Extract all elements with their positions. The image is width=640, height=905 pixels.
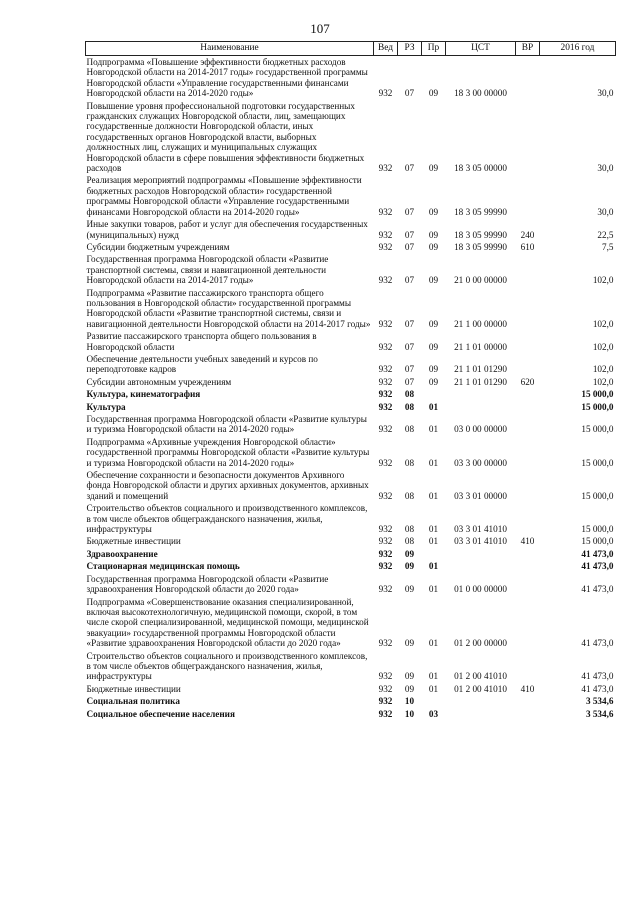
table-row: [86, 436, 616, 469]
row-amount: 102,0: [592, 364, 614, 375]
row-cst: 18 3 05 00000: [454, 163, 507, 174]
row-name: Культура, кинематография: [86, 389, 201, 400]
row-amount: 15 000,0: [581, 536, 614, 547]
row-rz: 10: [404, 708, 415, 719]
budget-table: [85, 41, 616, 720]
row-amount: 15 000,0: [581, 524, 614, 535]
row-vr: [516, 174, 540, 218]
row-amount: 41 473,0: [581, 548, 614, 559]
row-amount: 41 473,0: [581, 671, 614, 682]
row-amount: 30,0: [597, 206, 614, 217]
table-row: [86, 695, 616, 707]
row-cst: 18 3 05 99990: [454, 206, 507, 217]
row-ved: 932: [378, 424, 393, 435]
row-ved: 932: [378, 318, 393, 329]
row-pr: 01: [428, 638, 439, 649]
row-rz: 08: [404, 536, 415, 547]
row-amount: 30,0: [597, 88, 614, 99]
table-row: [86, 401, 616, 413]
row-name: Подпрограмма «Повышение эффективности бюджетных расходов Новгородской области на 2014-2017 годы» государственной программы Новгородской области «Управление государственными финансами Новгородской области на 2014-2020 годы»: [86, 57, 368, 99]
row-name: Повышение уровня профессиональной подготовки государственных гражданских служащих Новгородской области, лиц, замещающих государственные должности Новгородской области, иных государственных органов Новгородской власти, выборных должностных лиц, служащих и муниципальных служащих Новгородской области в сфере повышения эффективности бюджетных расходов: [86, 100, 365, 174]
row-rz: 07: [404, 241, 415, 252]
row-name: Бюджетные инвестиции: [86, 683, 181, 694]
row-name: Реализация мероприятий подпрограммы «Повышение эффективности бюджетных расходов Новгородской области» государственной программы Новгородской области «Управление государственными финансами Новгородской области на 2014-2020 годы»: [86, 175, 362, 217]
header-cst: ЦСТ: [446, 42, 516, 56]
row-name: Обеспечение деятельности учебных заведений и курсов по переподготовке кадров: [86, 353, 318, 375]
row-vr: 410: [520, 683, 535, 694]
row-amount: 15 000,0: [581, 490, 614, 501]
row-ved: 932: [378, 206, 393, 217]
table-row: [86, 253, 616, 286]
row-amount: 15 000,0: [581, 401, 614, 412]
row-amount: 15 000,0: [581, 424, 614, 435]
table-row: [86, 376, 616, 388]
row-name: Развитие пассажирского транспорта общего пользования в Новгородской области: [86, 331, 317, 352]
row-amount: 41 473,0: [581, 683, 614, 694]
row-amount: 41 473,0: [581, 584, 614, 595]
row-ved: 932: [378, 275, 393, 286]
row-pr: 01: [428, 490, 439, 501]
row-amount: 102,0: [592, 341, 614, 352]
row-ved: 932: [378, 584, 393, 595]
table-row: [86, 573, 616, 596]
row-rz: 09: [404, 548, 415, 559]
row-vr: 610: [520, 241, 535, 252]
header-ved: Вед: [374, 42, 398, 56]
row-cst: [446, 560, 516, 572]
row-amount: 41 473,0: [581, 561, 614, 572]
row-ved: 932: [378, 696, 393, 707]
header-vr: ВР: [516, 42, 540, 56]
row-pr: 01: [428, 671, 439, 682]
row-amount: 15 000,0: [581, 457, 614, 468]
row-vr: [516, 353, 540, 376]
row-pr: 09: [428, 341, 439, 352]
row-pr: 01: [428, 683, 439, 694]
row-rz: 08: [404, 424, 415, 435]
row-pr: [422, 388, 446, 400]
row-ved: 932: [378, 683, 393, 694]
table-row: [86, 502, 616, 535]
row-cst: 21 1 01 01290: [454, 364, 507, 375]
row-cst: 21 1 01 01290: [454, 376, 507, 387]
row-name: Государственная программа Новгородской области «Развитие культуры и туризма Новгородской области на 2014-2020 годы»: [86, 414, 367, 435]
row-rz: 09: [404, 584, 415, 595]
row-name: Культура: [86, 401, 126, 412]
row-cst: [446, 548, 516, 560]
row-amount: 22,5: [597, 229, 614, 240]
row-ved: 932: [378, 524, 393, 535]
row-cst: 21 1 00 00000: [454, 318, 507, 329]
row-cst: 03 3 00 00000: [454, 457, 507, 468]
row-pr: 09: [428, 318, 439, 329]
row-name: Подпрограмма «Развитие пассажирского транспорта общего пользования в Новгородской области» государственной программы Новгородской области «Развитие транспортной системы, связи и навигационной деятельности Новгородской области на 2014-2017 годы»: [86, 287, 371, 329]
row-cst: 01 2 00 00000: [454, 638, 507, 649]
table-row: [86, 596, 616, 650]
row-vr: [516, 436, 540, 469]
row-rz: 07: [404, 229, 415, 240]
row-amount: 30,0: [597, 163, 614, 174]
row-cst: 03 3 01 00000: [454, 490, 507, 501]
header-year: 2016 год: [540, 42, 616, 56]
row-ved: 932: [378, 88, 393, 99]
row-rz: 08: [404, 457, 415, 468]
row-pr: 09: [428, 229, 439, 240]
row-vr: [516, 708, 540, 720]
table-row: [86, 56, 616, 100]
table-header-row: [86, 42, 616, 56]
row-vr: [516, 596, 540, 650]
row-name: Социальное обеспечение населения: [86, 708, 235, 719]
row-vr: [516, 253, 540, 286]
row-rz: 08: [404, 524, 415, 535]
row-vr: [516, 287, 540, 331]
row-amount: 102,0: [592, 376, 614, 387]
row-rz: 07: [404, 318, 415, 329]
table-row: [86, 413, 616, 436]
row-vr: [516, 413, 540, 436]
row-rz: 07: [404, 341, 415, 352]
row-pr: 09: [428, 275, 439, 286]
row-pr: [422, 548, 446, 560]
row-cst: [446, 388, 516, 400]
row-cst: 18 3 00 00000: [454, 88, 507, 99]
row-rz: 08: [404, 401, 415, 412]
row-ved: 932: [378, 490, 393, 501]
row-pr: 01: [428, 561, 439, 572]
row-rz: 08: [404, 389, 415, 400]
row-name: Субсидии автономным учреждениям: [86, 376, 232, 387]
table-row: [86, 388, 616, 400]
row-name: Строительство объектов социального и производственного комплексов, в том числе объектов общегражданского назначения, жилья, инфраструктуры: [86, 650, 368, 682]
row-cst: [446, 708, 516, 720]
row-cst: 03 3 01 41010: [454, 524, 507, 535]
row-ved: 932: [378, 364, 393, 375]
row-vr: [516, 573, 540, 596]
row-cst: 01 0 00 00000: [454, 584, 507, 595]
row-name: Бюджетные инвестиции: [86, 536, 181, 547]
table-row: [86, 548, 616, 560]
row-cst: [446, 695, 516, 707]
row-name: Государственная программа Новгородской области «Развитие здравоохранения Новгородской области до 2020 года»: [86, 573, 329, 595]
row-ved: 932: [378, 389, 393, 400]
row-rz: 09: [404, 638, 415, 649]
header-name: Наименование: [86, 42, 374, 56]
row-vr: 620: [520, 376, 535, 387]
row-ved: 932: [378, 401, 393, 412]
table-row: [86, 353, 616, 376]
table-row: [86, 174, 616, 218]
row-name: Стационарная медицинская помощь: [86, 561, 240, 572]
row-cst: 18 3 05 99990: [454, 241, 507, 252]
row-ved: 932: [378, 536, 393, 547]
table-row: [86, 560, 616, 572]
row-amount: 41 473,0: [581, 638, 614, 649]
row-vr: [516, 388, 540, 400]
row-rz: 07: [404, 376, 415, 387]
row-name: Подпрограмма «Совершенствование оказания специализированной, включая высокотехнологичную, медицинской помощи, скорой, в том числе скорой специализированной, медицинской помощи, медицинской эвакуации» государственной программы Новгородской области «Развитие здравоохранения Новгородской области до 2020 года»: [86, 596, 369, 649]
table-row: [86, 683, 616, 695]
row-amount: 102,0: [592, 275, 614, 286]
row-pr: 01: [428, 536, 439, 547]
row-cst: 03 3 01 41010: [454, 536, 507, 547]
row-vr: [516, 548, 540, 560]
row-ved: 932: [378, 671, 393, 682]
row-vr: [516, 330, 540, 353]
row-name: Здравоохранение: [86, 548, 158, 559]
row-pr: 09: [428, 206, 439, 217]
row-vr: 240: [520, 229, 535, 240]
row-name: Строительство объектов социального и производственного комплексов, в том числе объектов общегражданского назначения, жилья, инфраструктуры: [86, 503, 368, 535]
table-row: [86, 287, 616, 331]
row-rz: 09: [404, 671, 415, 682]
table-row: [86, 330, 616, 353]
row-ved: 932: [378, 548, 393, 559]
row-ved: 932: [378, 708, 393, 719]
row-vr: [516, 56, 540, 100]
row-name: Иные закупки товаров, работ и услуг для обеспечения государственных (муниципальных) нужд: [86, 219, 368, 240]
row-ved: 932: [378, 241, 393, 252]
row-cst: 21 1 01 00000: [454, 341, 507, 352]
row-ved: 932: [378, 229, 393, 240]
row-vr: [516, 100, 540, 175]
row-ved: 932: [378, 341, 393, 352]
row-pr: 09: [428, 376, 439, 387]
row-ved: 932: [378, 163, 393, 174]
row-rz: 09: [404, 683, 415, 694]
header-pr: Пр: [422, 42, 446, 56]
row-rz: 07: [404, 275, 415, 286]
row-amount: 3 534,6: [585, 696, 614, 707]
row-vr: [516, 401, 540, 413]
row-rz: 07: [404, 88, 415, 99]
table-row: [86, 218, 616, 241]
row-rz: 09: [404, 561, 415, 572]
row-rz: 08: [404, 490, 415, 501]
row-rz: 07: [404, 206, 415, 217]
row-vr: [516, 650, 540, 683]
row-pr: 01: [428, 524, 439, 535]
row-pr: 09: [428, 364, 439, 375]
page-number: 107: [310, 21, 330, 36]
table-row: [86, 469, 616, 502]
row-cst: 03 0 00 00000: [454, 424, 507, 435]
row-pr: 01: [428, 401, 439, 412]
row-cst: 01 2 00 41010: [454, 671, 507, 682]
row-pr: 01: [428, 457, 439, 468]
row-name: Социальная политика: [86, 696, 180, 707]
row-amount: 3 534,6: [585, 708, 614, 719]
row-cst: 18 3 05 99990: [454, 229, 507, 240]
table-row: [86, 535, 616, 547]
row-ved: 932: [378, 638, 393, 649]
row-vr: [516, 560, 540, 572]
row-vr: [516, 695, 540, 707]
table-row: [86, 100, 616, 175]
table-row: [86, 241, 616, 253]
row-vr: 410: [520, 536, 535, 547]
row-name: Подпрограмма «Архивные учреждения Новгородской области» государственной программы Новгородской области «Развитие культуры и туризма Новгородской области на 2014-2020 годы»: [86, 436, 370, 468]
row-rz: 10: [404, 696, 415, 707]
row-pr: [422, 695, 446, 707]
table-row: [86, 650, 616, 683]
row-pr: 03: [428, 708, 439, 719]
row-name: Обеспечение сохранности и безопасности документов Архивного фонда Новгородской области и других архивных документов, архивных зданий и помещений: [86, 470, 369, 501]
row-vr: [516, 469, 540, 502]
row-rz: 07: [404, 163, 415, 174]
row-cst: [446, 401, 516, 413]
row-amount: 15 000,0: [581, 389, 614, 400]
row-cst: 21 0 00 00000: [454, 275, 507, 286]
row-cst: 01 2 00 41010: [454, 683, 507, 694]
row-amount: 102,0: [592, 318, 614, 329]
row-vr: [516, 502, 540, 535]
row-name: Субсидии бюджетным учреждениям: [86, 241, 230, 252]
table-row: [86, 708, 616, 720]
row-rz: 07: [404, 364, 415, 375]
row-pr: 01: [428, 424, 439, 435]
row-pr: 09: [428, 88, 439, 99]
row-ved: 932: [378, 376, 393, 387]
row-ved: 932: [378, 561, 393, 572]
row-pr: 09: [428, 163, 439, 174]
row-name: Государственная программа Новгородской области «Развитие транспортной системы, связи и навигационной деятельности Новгородской области на 2014-2017 годы»: [86, 254, 329, 286]
row-amount: 7,5: [602, 241, 614, 252]
row-pr: 01: [428, 584, 439, 595]
header-rz: РЗ: [398, 42, 422, 56]
row-pr: 09: [428, 241, 439, 252]
row-ved: 932: [378, 457, 393, 468]
